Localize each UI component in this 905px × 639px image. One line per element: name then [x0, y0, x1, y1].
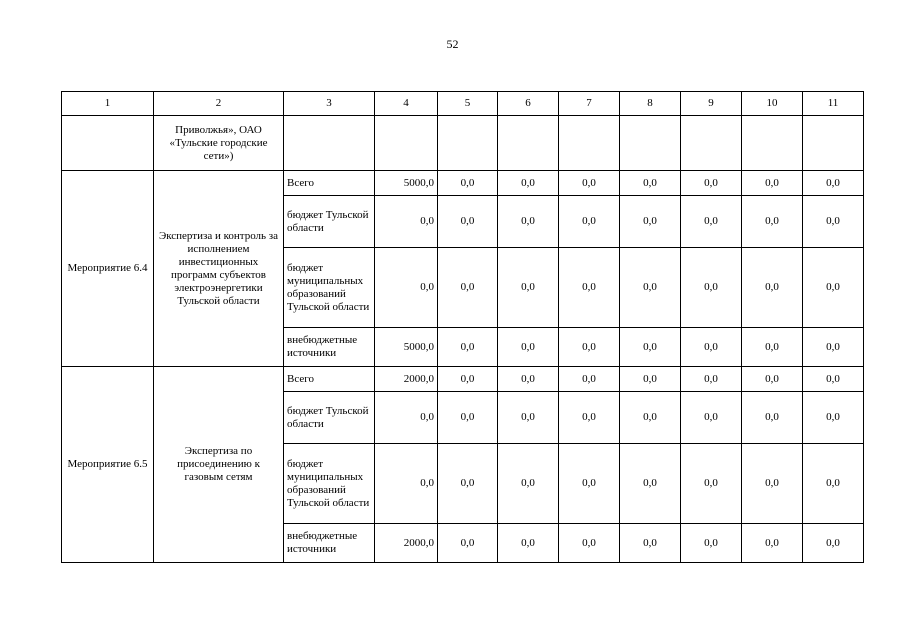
amount-cell: 0,0 [498, 328, 559, 367]
funding-source: бюджет муниципальных образований Тульской области [284, 444, 375, 524]
empty-cell [62, 116, 154, 171]
amount-cell: 0,0 [681, 171, 742, 196]
empty-cell [559, 116, 620, 171]
header-cell: 9 [681, 92, 742, 116]
continuation-text: Приволжья», ОАО «Тульские городские сети») [154, 116, 284, 171]
empty-cell [803, 116, 864, 171]
amount-cell: 0,0 [620, 524, 681, 563]
amount-cell: 0,0 [742, 367, 803, 392]
amount-cell: 0,0 [438, 196, 498, 248]
amount-cell: 0,0 [742, 248, 803, 328]
measure-description: Экспертиза и контроль за исполнением инвестиционных программ субъектов электроэнергетики Тульской области [154, 171, 284, 367]
funding-source: бюджет муниципальных образований Тульской области [284, 248, 375, 328]
empty-cell [438, 116, 498, 171]
amount-cell: 0,0 [498, 171, 559, 196]
amount-cell: 0,0 [803, 328, 864, 367]
table-row [62, 367, 864, 392]
amount-cell: 0,0 [681, 248, 742, 328]
amount-cell: 0,0 [559, 328, 620, 367]
amount-cell: 0,0 [681, 392, 742, 444]
header-cell: 7 [559, 92, 620, 116]
amount-cell: 0,0 [620, 248, 681, 328]
budget-table [61, 91, 864, 563]
empty-cell [742, 116, 803, 171]
funding-source: внебюджетные источники [284, 328, 375, 367]
table-row [62, 171, 864, 196]
header-cell: 4 [375, 92, 438, 116]
amount-cell: 0,0 [620, 367, 681, 392]
amount-cell: 0,0 [498, 248, 559, 328]
amount-cell: 0,0 [742, 196, 803, 248]
amount-cell: 0,0 [498, 524, 559, 563]
funding-source: Всего [284, 171, 375, 196]
amount-cell: 0,0 [742, 328, 803, 367]
amount-cell: 0,0 [803, 196, 864, 248]
amount-cell: 0,0 [498, 367, 559, 392]
amount-cell: 0,0 [620, 196, 681, 248]
amount-cell: 0,0 [803, 524, 864, 563]
amount-cell: 0,0 [803, 392, 864, 444]
amount-cell: 0,0 [681, 524, 742, 563]
amount-cell: 0,0 [559, 171, 620, 196]
amount-cell: 0,0 [742, 444, 803, 524]
header-cell: 2 [154, 92, 284, 116]
empty-cell [620, 116, 681, 171]
amount-cell: 0,0 [620, 392, 681, 444]
amount-cell: 0,0 [803, 444, 864, 524]
amount-cell: 0,0 [681, 444, 742, 524]
amount-cell: 0,0 [375, 444, 438, 524]
amount-cell: 0,0 [681, 196, 742, 248]
funding-source: бюджет Тульской области [284, 196, 375, 248]
funding-source: Всего [284, 367, 375, 392]
header-cell: 1 [62, 92, 154, 116]
amount-cell: 0,0 [438, 328, 498, 367]
amount-cell: 0,0 [375, 196, 438, 248]
amount-cell: 0,0 [742, 524, 803, 563]
measure-number: Мероприятие 6.4 [62, 171, 154, 367]
amount-cell: 0,0 [438, 171, 498, 196]
amount-cell: 0,0 [803, 171, 864, 196]
amount-cell: 5000,0 [375, 328, 438, 367]
amount-cell: 0,0 [559, 444, 620, 524]
amount-cell: 5000,0 [375, 171, 438, 196]
empty-cell [284, 116, 375, 171]
header-cell: 8 [620, 92, 681, 116]
amount-cell: 0,0 [498, 196, 559, 248]
amount-cell: 2000,0 [375, 367, 438, 392]
amount-cell: 0,0 [620, 328, 681, 367]
amount-cell: 0,0 [438, 524, 498, 563]
header-cell: 11 [803, 92, 864, 116]
amount-cell: 0,0 [559, 248, 620, 328]
header-cell: 10 [742, 92, 803, 116]
amount-cell: 0,0 [438, 367, 498, 392]
header-row [62, 92, 864, 116]
amount-cell: 0,0 [559, 196, 620, 248]
amount-cell: 0,0 [803, 248, 864, 328]
measures-body [62, 171, 864, 563]
amount-cell: 2000,0 [375, 524, 438, 563]
amount-cell: 0,0 [375, 392, 438, 444]
amount-cell: 0,0 [681, 367, 742, 392]
empty-cell [681, 116, 742, 171]
amount-cell: 0,0 [438, 248, 498, 328]
page-number: 52 [446, 37, 459, 51]
amount-cell: 0,0 [681, 328, 742, 367]
amount-cell: 0,0 [559, 392, 620, 444]
amount-cell: 0,0 [742, 392, 803, 444]
amount-cell: 0,0 [620, 444, 681, 524]
amount-cell: 0,0 [620, 171, 681, 196]
amount-cell: 0,0 [375, 248, 438, 328]
funding-source: внебюджетные источники [284, 524, 375, 563]
measure-description: Экспертиза по присоединению к газовым сетям [154, 367, 284, 563]
amount-cell: 0,0 [498, 392, 559, 444]
funding-source: бюджет Тульской области [284, 392, 375, 444]
measure-number: Мероприятие 6.5 [62, 367, 154, 563]
header-cell: 3 [284, 92, 375, 116]
amount-cell: 0,0 [498, 444, 559, 524]
empty-cell [498, 116, 559, 171]
empty-cell [375, 116, 438, 171]
amount-cell: 0,0 [559, 367, 620, 392]
amount-cell: 0,0 [803, 367, 864, 392]
amount-cell: 0,0 [742, 171, 803, 196]
amount-cell: 0,0 [438, 444, 498, 524]
continuation-row [62, 116, 864, 171]
header-cell: 6 [498, 92, 559, 116]
amount-cell: 0,0 [438, 392, 498, 444]
header-cell: 5 [438, 92, 498, 116]
amount-cell: 0,0 [559, 524, 620, 563]
